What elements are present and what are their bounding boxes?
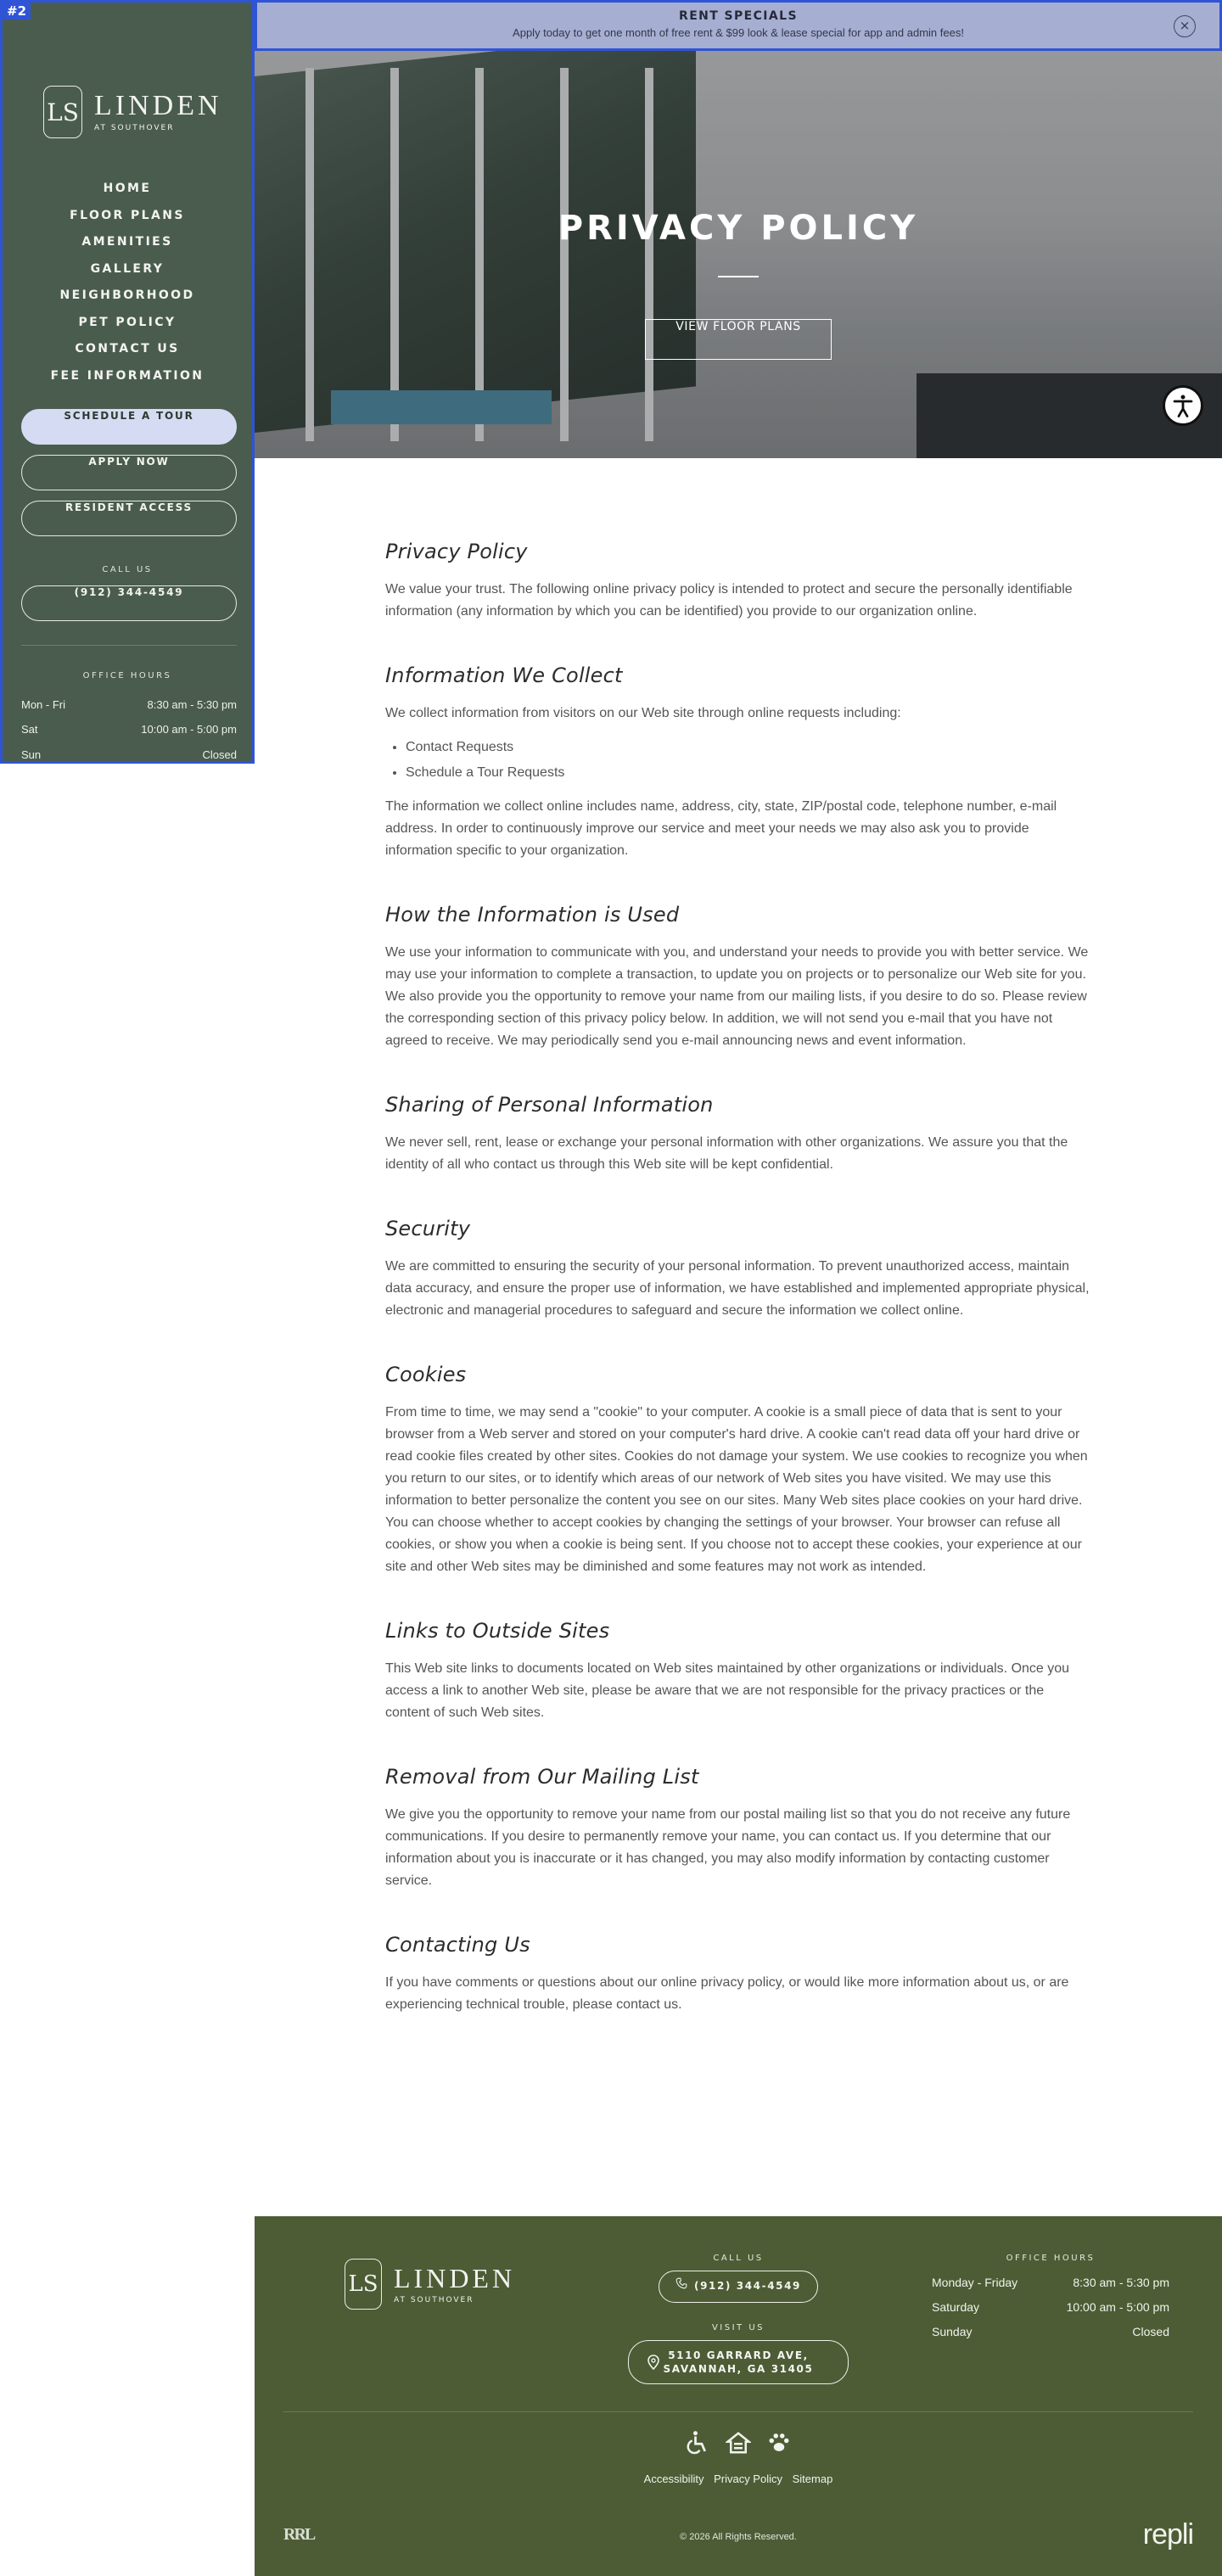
hours-time: Closed bbox=[202, 748, 237, 761]
logo-mark: LS bbox=[43, 86, 82, 138]
footer-address-line2: SAVANNAH, GA 31405 bbox=[663, 2363, 814, 2375]
list-item: • Schedule a Tour Requests bbox=[406, 760, 1090, 786]
footer-hours-row bbox=[932, 2276, 1169, 2289]
section-heading: Removal from Our Mailing List bbox=[385, 1765, 699, 1789]
sidebar-phone-button[interactable]: (912) 344-4549 bbox=[21, 585, 237, 621]
section-heading: Links to Outside Sites bbox=[385, 1619, 610, 1643]
hours-time: 10:00 am - 5:00 pm bbox=[141, 723, 237, 736]
footer-hours-row bbox=[932, 2300, 1169, 2314]
section-heading: Contacting Us bbox=[385, 1933, 530, 1957]
footer-compliance-icons bbox=[255, 2430, 1222, 2460]
rrl-logo[interactable]: RRL bbox=[283, 2525, 315, 2544]
page-title: PRIVACY POLICY bbox=[558, 209, 919, 248]
hero-divider bbox=[718, 276, 759, 277]
map-pin-icon bbox=[647, 2355, 659, 2373]
sidebar-logo[interactable] bbox=[43, 86, 222, 138]
hours-time: 10:00 am - 5:00 pm bbox=[1066, 2300, 1169, 2314]
call-us-label: CALL US bbox=[102, 565, 153, 574]
rent-specials-banner bbox=[255, 0, 1222, 51]
section-heading: Sharing of Personal Information bbox=[385, 1093, 714, 1117]
banner-text: Apply today to get one month of free rent & $99 look & lease special for app and admin fees! bbox=[513, 26, 964, 39]
logo-subtitle: AT SOUTHOVER bbox=[94, 124, 175, 132]
section-paragraph: We give you the opportunity to remove your name from our postal mailing list so that you do not receive any future communications. If you desire to permanently remove your name, you can contact us. If you determine that our information about you is inaccurate or it has changed, you may also modify information by contacting customer service. bbox=[385, 1807, 1071, 1888]
section-paragraph: From time to time, we may send a "cookie" to your computer. A cookie is a small piece of data that is sent to your browser from a Web server and stored on your computer's hard drive. A cookie can't read data off your hard drive or read cookie files created by other sites. Cookies do not damage your system. We use cookies to recognize you when you return to our sites, or to identify which areas of our network of Web sites you have visited. We may use this information to better personalize the content you see on our sites. Many Web sites place cookies on your hard drive. You can choose whether to accept cookies by changing the settings of your browser. Your browser can refuse all cookies, or show you when a cookie is being sent. If you choose not to accept these cookies, your experience at our site and other Web sites may be diminished and some features may not work as intended. bbox=[385, 1405, 1088, 1574]
logo-subtitle: AT SOUTHOVER bbox=[394, 2296, 474, 2304]
wheelchair-icon[interactable] bbox=[685, 2430, 710, 2460]
footer-hours-row bbox=[932, 2325, 1169, 2338]
equal-housing-icon[interactable] bbox=[726, 2430, 751, 2460]
close-icon[interactable]: × bbox=[1174, 15, 1196, 37]
nav-item-neighborhood[interactable]: NEIGHBORHOOD bbox=[59, 288, 195, 302]
nav-item-contact-us[interactable]: CONTACT US bbox=[75, 342, 180, 356]
logo-name: LINDEN bbox=[394, 2263, 516, 2293]
footer-call-us-label: CALL US bbox=[713, 2254, 764, 2263]
section-heading: Security bbox=[385, 1217, 471, 1240]
footer-link-accessibility[interactable]: Accessibility bbox=[643, 2472, 704, 2485]
hero bbox=[255, 51, 1222, 458]
section-heading: Information We Collect bbox=[385, 664, 623, 687]
hero-overlay bbox=[255, 51, 1222, 458]
footer-office-hours-label: OFFICE HOURS bbox=[1006, 2254, 1096, 2263]
hours-day: Sunday bbox=[932, 2325, 973, 2338]
hours-day: Monday - Friday bbox=[932, 2276, 1018, 2289]
list-item: • Contact Requests bbox=[406, 735, 1090, 760]
paw-icon[interactable] bbox=[766, 2430, 792, 2460]
nav-item-fee-information[interactable]: FEE INFORMATION bbox=[50, 368, 205, 383]
section-paragraph: We collect information from visitors on our Web site through online requests including: bbox=[385, 706, 901, 720]
footer-divider bbox=[283, 2411, 1193, 2412]
privacy-policy-content bbox=[385, 540, 1090, 2016]
nav-item-floor-plans[interactable]: FLOOR PLANS bbox=[70, 208, 185, 222]
section-paragraph: We value your trust. The following online privacy policy is intended to protect and secure the personally identifiable information (any information by which you can be identified) you provide to our organization online. bbox=[385, 582, 1073, 619]
footer-logo[interactable] bbox=[345, 2259, 515, 2310]
hours-time: Closed bbox=[1132, 2325, 1169, 2338]
section-paragraph: This Web site links to documents located on Web sites maintained by other organizations or individuals. Once you access a link to another Web site, please be aware that we are not responsible for the privacy practices or the content of such Web sites. bbox=[385, 1661, 1070, 1720]
view-floor-plans-button[interactable]: VIEW FLOOR PLANS bbox=[645, 319, 832, 360]
nav-item-gallery[interactable]: GALLERY bbox=[90, 261, 165, 276]
hours-day: Mon - Fri bbox=[21, 698, 65, 711]
banner-title: RENT SPECIALS bbox=[679, 9, 798, 23]
footer-links bbox=[255, 2472, 1222, 2485]
sidebar bbox=[0, 0, 255, 764]
footer-phone-button[interactable] bbox=[659, 2271, 818, 2303]
section-paragraph: We are committed to ensuring the security of your personal information. To prevent unauthorized access, maintain data accuracy, and ensure the proper use of information, we have established and implemented appropriate physical, electronic and managerial procedures to safeguard and secure the information we collect online. bbox=[385, 1259, 1090, 1318]
section-paragraph: We use your information to communicate with you, and understand your needs to provide you with better service. We may use your information to complete a transaction, to update you on projects or to personalize our Web site for you. We also provide you the opportunity to remove your name from our mailing lists, if you desire to do so. Please review the corresponding section of this privacy policy below. In addition, we will not send you e-mail that you have not agreed to receive. We may periodically send you e-mail announcing news and event information. bbox=[385, 945, 1089, 1048]
apply-now-button[interactable]: APPLY NOW bbox=[21, 455, 237, 490]
office-hours-label: OFFICE HOURS bbox=[82, 671, 172, 680]
footer-address-button[interactable] bbox=[628, 2340, 849, 2384]
hours-day: Sun bbox=[21, 748, 42, 761]
phone-icon bbox=[675, 2271, 687, 2301]
main-nav bbox=[3, 176, 252, 389]
hours-time: 8:30 am - 5:30 pm bbox=[1073, 2276, 1169, 2289]
hours-day: Saturday bbox=[932, 2300, 980, 2314]
schedule-tour-button[interactable]: SCHEDULE A TOUR bbox=[21, 409, 237, 445]
sidebar-divider bbox=[21, 645, 237, 646]
hours-time: 8:30 am - 5:30 pm bbox=[147, 698, 237, 711]
section-heading: How the Information is Used bbox=[385, 903, 680, 927]
footer-link-privacy-policy[interactable]: Privacy Policy bbox=[714, 2472, 782, 2485]
nav-item-pet-policy[interactable]: PET POLICY bbox=[78, 315, 177, 329]
repli-logo[interactable]: repli bbox=[1142, 2518, 1193, 2551]
copyright: © 2026 All Rights Reserved. bbox=[680, 2532, 797, 2542]
nav-item-home[interactable]: HOME bbox=[103, 182, 152, 195]
logo-mark: LS bbox=[345, 2259, 382, 2310]
accessibility-icon[interactable] bbox=[1163, 385, 1203, 426]
section-paragraph: We never sell, rent, lease or exchange your personal information with other organizations. We assure you that the identity of all who contact us through this Web site will be kept confidential. bbox=[385, 1135, 1068, 1172]
section-heading: Privacy Policy bbox=[385, 540, 528, 563]
resident-access-button[interactable]: RESIDENT ACCESS bbox=[21, 501, 237, 536]
nav-item-amenities[interactable]: AMENITIES bbox=[81, 235, 173, 249]
hours-row bbox=[21, 723, 237, 736]
logo-name: LINDEN bbox=[94, 90, 222, 121]
footer bbox=[255, 2216, 1222, 2576]
footer-link-sitemap[interactable]: Sitemap bbox=[792, 2472, 833, 2485]
hours-row bbox=[21, 698, 237, 711]
footer-visit-us-label: VISIT US bbox=[711, 2323, 765, 2332]
collected-info-list bbox=[406, 735, 1090, 786]
overlay-tag: #2 bbox=[3, 3, 31, 20]
hours-row bbox=[21, 748, 237, 761]
section-paragraph: The information we collect online includes name, address, city, state, ZIP/postal code, telephone number, e-mail address. In order to continuously improve our service and meet your needs we may also ask you to provide information specific to your organization. bbox=[385, 799, 1057, 858]
footer-address-line1: 5110 GARRARD AVE, bbox=[668, 2349, 809, 2361]
section-paragraph: If you have comments or questions about our online privacy policy, or would like more information about us, or are experiencing technical trouble, please contact us. bbox=[385, 1975, 1069, 2012]
section-heading: Cookies bbox=[385, 1363, 467, 1386]
hours-day: Sat bbox=[21, 723, 38, 736]
footer-phone: (912) 344-4549 bbox=[693, 2280, 802, 2292]
